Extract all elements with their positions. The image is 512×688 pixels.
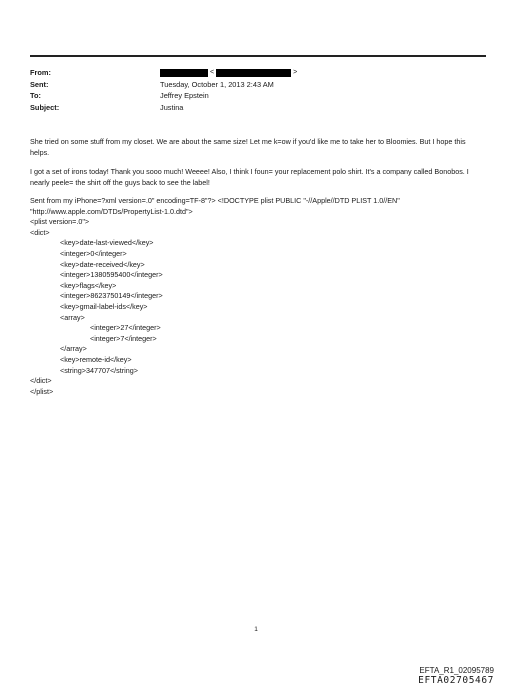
- from-close-bracket: >: [293, 69, 298, 76]
- to-row: [30, 90, 486, 102]
- plist-key-flags: <key>flags</key>: [60, 280, 117, 290]
- signature-line-1: Sent from my iPhone=?xml version=.0" encoding=TF-8"?> <!DOCTYPE plist PUBLIC "-//Apple//DTD PLIST 1.0//EN": [30, 196, 400, 205]
- from-row: [30, 67, 486, 79]
- plist-value: <string>347707</string>: [60, 365, 138, 375]
- subject-row: [30, 102, 486, 114]
- plist-array-open: <array>: [60, 312, 85, 322]
- plist-key-date-last-viewed: <key>date-last-viewed</key>: [60, 238, 154, 248]
- plist-block: [30, 196, 486, 397]
- plist-array-item: <integer>7</integer>: [90, 333, 157, 343]
- bates-number-large: EFTA02705467: [418, 675, 494, 686]
- page-number: 1: [254, 626, 258, 633]
- sent-value: Tuesday, October 1, 2013 2:43 AM: [160, 79, 274, 89]
- plist-close: </plist>: [30, 386, 54, 396]
- bates-number-small: EFTA_R1_02095789: [419, 666, 494, 675]
- plist-key-date-received: <key>date-received</key>: [60, 259, 145, 269]
- from-open-bracket: <: [210, 69, 215, 76]
- plist-array-item: <integer>27</integer>: [90, 323, 161, 333]
- dict-close: </dict>: [30, 376, 52, 386]
- from-label: From:: [30, 68, 51, 77]
- body-paragraph-1: She tried on some stuff from my closet. We are about the same size! Let me k=ow if you'd like me to take her to Bloomies. But I hope this helps.: [30, 137, 466, 157]
- plist-key-remote-id: <key>remote-id</key>: [60, 354, 132, 364]
- header-rule: [30, 55, 486, 57]
- signature-line-2: "http://www.apple.com/DTDs/PropertyList-1.0.dtd">: [30, 206, 193, 216]
- to-label: To:: [30, 91, 41, 100]
- email-body: [30, 136, 486, 397]
- email-header: [30, 67, 486, 113]
- plist-open: <plist version=.0">: [30, 217, 90, 227]
- from-value: [160, 67, 486, 79]
- redaction-bar: [160, 69, 208, 77]
- sent-row: [30, 79, 486, 91]
- dict-open: <dict>: [30, 227, 50, 237]
- plist-value: <integer>0</integer>: [60, 248, 127, 258]
- subject-value: Justina: [160, 102, 184, 112]
- sent-label: Sent:: [30, 79, 49, 89]
- plist-value: <integer>8623750149</integer>: [60, 291, 163, 301]
- body-paragraph-2: I got a set of irons today! Thank you sooo much! Weeee! Also, I think I foun= your replacement polo shirt. It's a company called Bonobos. I nearly peele= the shirt off the guys back to see the label!: [30, 167, 469, 187]
- plist-array-close: </array>: [60, 344, 87, 354]
- to-value: Jeffrey Epstein: [160, 91, 209, 100]
- subject-label: Subject:: [30, 102, 60, 112]
- redaction-bar: [216, 69, 291, 77]
- plist-value: <integer>1380595400</integer>: [60, 270, 163, 280]
- plist-key-gmail-label-ids: <key>gmail-label-ids</key>: [60, 301, 148, 311]
